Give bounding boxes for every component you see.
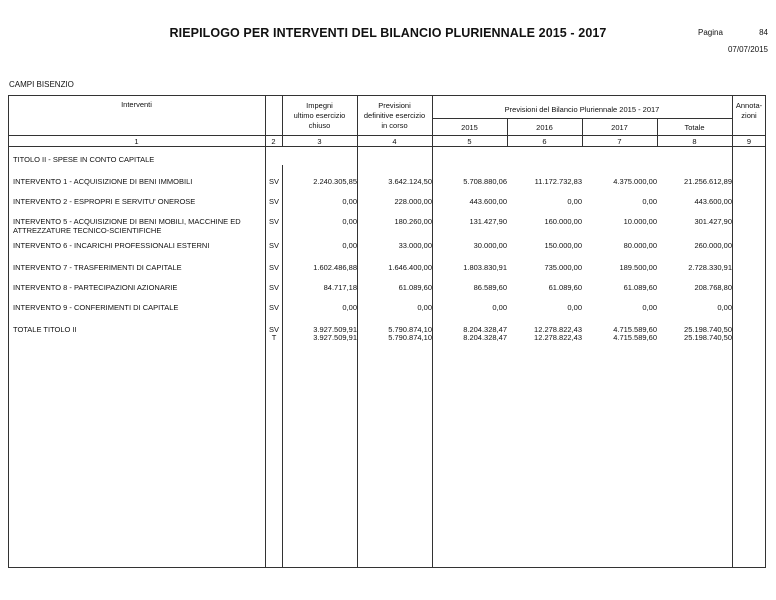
- cell-2016: 150.000,00: [544, 241, 582, 250]
- page-number: 84: [759, 28, 768, 37]
- report-title: RIEPILOGO PER INTERVENTI DEL BILANCIO PLURIENNALE 2015 - 2017: [169, 26, 607, 40]
- cell-impegni: 0,00: [342, 197, 357, 206]
- grid-line: [732, 95, 733, 568]
- total-totale: 25.198.740,50: [684, 333, 732, 342]
- cell-totale: 301.427,90: [694, 217, 732, 226]
- row-code: SV: [268, 177, 279, 186]
- cell-2017: 0,00: [642, 197, 657, 206]
- header-pluriennale: Previsioni del Bilancio Pluriennale 2015 - 2017: [504, 105, 660, 114]
- total-2015: 8.204.328,47: [463, 325, 507, 334]
- cell-totale: 2.728.330,91: [688, 263, 732, 272]
- grid-line: [265, 152, 266, 160]
- report-date: 07/07/2015: [727, 45, 768, 54]
- cell-2017: 80.000,00: [623, 241, 657, 250]
- header-annotazioni: [732, 101, 766, 121]
- cell-2015: 30.000,00: [473, 241, 507, 250]
- cell-impegni: 1.602.486,88: [313, 263, 357, 272]
- column-number: 9: [746, 137, 752, 146]
- column-number: 2: [271, 137, 276, 146]
- cell-2016: 735.000,00: [544, 263, 582, 272]
- header-annotazioni-line: Annota-: [735, 101, 763, 110]
- row-label: INTERVENTO 9 - CONFERIMENTI DI CAPITALE: [13, 303, 179, 312]
- total-impegni: 3.927.509,91: [313, 333, 357, 342]
- cell-2016: 0,00: [567, 197, 582, 206]
- header-interventi: Interventi: [121, 100, 152, 109]
- cell-2015: 0,00: [492, 303, 507, 312]
- column-number: 7: [617, 137, 622, 146]
- header-impegni: [282, 101, 357, 131]
- row-code: SV: [268, 241, 279, 250]
- cell-previsioni: 3.642.124,50: [388, 177, 432, 186]
- total-2015: 8.204.328,47: [463, 333, 507, 342]
- cell-totale: 443.600,00: [694, 197, 732, 206]
- header-totale: Totale: [684, 123, 705, 132]
- row-code: SV: [268, 217, 279, 226]
- cell-impegni: 0,00: [342, 217, 357, 226]
- header-year-2017: 2017: [611, 123, 628, 132]
- cell-impegni: 0,00: [342, 241, 357, 250]
- page-label: Pagina: [698, 28, 723, 37]
- cell-previsioni: 1.646.400,00: [388, 263, 432, 272]
- column-number: 4: [392, 137, 397, 146]
- column-number: 6: [542, 137, 547, 146]
- total-previsioni: 5.790.874,10: [388, 333, 432, 342]
- cell-totale: 208.768,80: [694, 283, 732, 292]
- cell-totale: 0,00: [717, 303, 732, 312]
- total-impegni: 3.927.509,91: [313, 325, 357, 334]
- cell-previsioni: 33.000,00: [398, 241, 432, 250]
- cell-impegni: 0,00: [342, 303, 357, 312]
- total-totale: 25.198.740,50: [684, 325, 732, 334]
- total-2016: 12.278.822,43: [534, 333, 582, 342]
- grid-line: [8, 135, 766, 136]
- row-label: INTERVENTO 1 - ACQUISIZIONE DI BENI IMMOBILI: [13, 177, 193, 186]
- header-annotazioni-line: zioni: [741, 111, 757, 120]
- cell-2015: 443.600,00: [469, 197, 507, 206]
- column-number: 1: [134, 137, 139, 146]
- cell-2016: 0,00: [567, 303, 582, 312]
- row-label: INTERVENTO 6 - INCARICHI PROFESSIONALI ESTERNI: [13, 241, 210, 250]
- header-previsioni: [357, 101, 432, 131]
- total-code: T: [271, 333, 277, 342]
- header-impegni-line: chiuso: [308, 121, 331, 130]
- cell-2017: 4.375.000,00: [613, 177, 657, 186]
- cell-2015: 5.708.880,06: [463, 177, 507, 186]
- row-label-continued: ATTREZZATURE TECNICO-SCIENTIFICHE: [13, 226, 162, 235]
- total-2017: 4.715.589,60: [613, 325, 657, 334]
- cell-totale: 21.256.612,89: [684, 177, 732, 186]
- cell-2016: 11.172.732,83: [534, 177, 582, 186]
- row-label: INTERVENTO 2 - ESPROPRI E SERVITU' ONEROSE: [13, 197, 196, 206]
- cell-previsioni: 61.089,60: [398, 283, 432, 292]
- total-label: TOTALE TITOLO II: [13, 325, 77, 334]
- cell-2017: 61.089,60: [623, 283, 657, 292]
- row-label: INTERVENTO 7 - TRASFERIMENTI DI CAPITALE: [13, 263, 182, 272]
- row-label: INTERVENTO 5 - ACQUISIZIONE DI BENI MOBILI, MACCHINE ED: [13, 217, 241, 226]
- entity-name: CAMPI BISENZIO: [9, 80, 74, 89]
- cell-impegni: 2.240.305,85: [313, 177, 357, 186]
- header-previsioni-line: in corso: [381, 121, 408, 130]
- total-2017: 4.715.589,60: [613, 333, 657, 342]
- cell-2015: 86.589,60: [473, 283, 507, 292]
- total-previsioni: 5.790.874,10: [388, 325, 432, 334]
- cell-2017: 0,00: [642, 303, 657, 312]
- header-impegni-line: Impegni: [306, 101, 333, 110]
- row-code: SV: [268, 197, 279, 206]
- row-label: INTERVENTO 8 - PARTECIPAZIONI AZIONARIE: [13, 283, 178, 292]
- header-year-2016: 2016: [536, 123, 553, 132]
- header-previsioni-line: Previsioni: [378, 101, 411, 110]
- total-code: SV: [268, 325, 279, 334]
- row-code: SV: [268, 263, 279, 272]
- cell-2017: 189.500,00: [619, 263, 657, 272]
- row-code: SV: [268, 303, 279, 312]
- cell-2015: 131.427,90: [469, 217, 507, 226]
- cell-2017: 10.000,00: [623, 217, 657, 226]
- cell-impegni: 84.717,18: [323, 283, 357, 292]
- header-impegni-line: ultimo esercizio: [293, 111, 346, 120]
- cell-previsioni: 180.260,00: [394, 217, 432, 226]
- total-2016: 12.278.822,43: [534, 325, 582, 334]
- cell-previsioni: 228.000,00: [394, 197, 432, 206]
- column-number: 5: [467, 137, 472, 146]
- cell-2015: 1.803.830,91: [463, 263, 507, 272]
- cell-2016: 160.000,00: [544, 217, 582, 226]
- column-number: 8: [692, 137, 697, 146]
- column-number: 3: [317, 137, 322, 146]
- header-year-2015: 2015: [461, 123, 478, 132]
- header-previsioni-line: definitive esercizio: [363, 111, 426, 120]
- section-title: TITOLO II - SPESE IN CONTO CAPITALE: [13, 155, 155, 164]
- row-code: SV: [268, 283, 279, 292]
- cell-previsioni: 0,00: [417, 303, 432, 312]
- cell-2016: 61.089,60: [548, 283, 582, 292]
- cell-totale: 260.000,00: [694, 241, 732, 250]
